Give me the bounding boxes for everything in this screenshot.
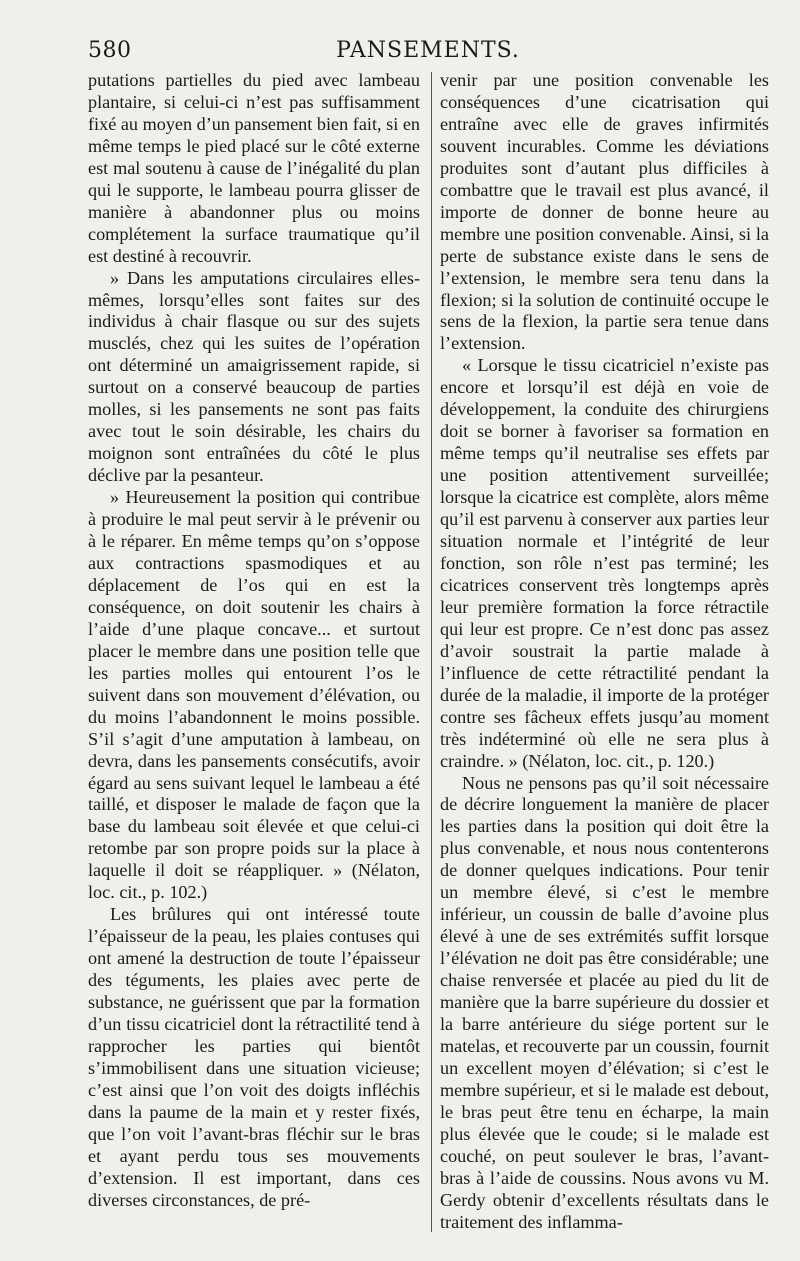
running-title: PANSEMENTS. <box>336 38 520 63</box>
paragraph: « Lorsque le tissu cicatriciel n’existe pas encore et lorsqu’il est déjà en voie de développement, la conduite des chirurgiens doit se borner à favoriser sa formation en même temps qu’il neutralise ses effets par une position attentivement surveillée; lorsque la cicatrice est complète, alors même qu’il est parvenu à conserver aux parties leur situation normale et l’intégrité de leur fonction, son rôle n’est pas terminé; les cicatrices conservent très longtemps après leur première formation la force rétractile qui leur est propre. Ce n’est donc pas assez d’avoir soustrait la partie malade à l’influence de cette rétractilité pendant la durée de la maladie, il importe de la protéger contre ses fâcheux effets jusqu’au moment très indéterminé où elle ne sera plus à craindre. » (Nélaton, loc. cit., p. 120.) <box>440 355 769 771</box>
right-column <box>440 70 769 1234</box>
page-number: 580 <box>88 38 132 63</box>
paragraph: venir par une position convenable les conséquences d’une cicatrisation qui entraîne avec elle de graves infirmités souvent incurables. Comme les déviations produites sont d’autant plus difficiles à combattre que le travail est plus avancé, il importe de donner de bonne heure au membre une position convenable. Ainsi, si la perte de substance existe dans le sens de l’extension, le membre sera tenu dans la flexion; si la solution de continuité occupe le sens de la flexion, la partie sera tenue dans l’extension. <box>440 70 769 354</box>
paragraph: » Heureusement la position qui contribue à produire le mal peut servir à le prévenir ou à le réparer. En même temps qu’on s’oppose aux contractions spasmodiques et au déplacement de l’os qui en est la conséquence, on doit soutenir les chairs à l’aide d’une plaque concave... et surtout placer le membre dans une position telle que les parties molles qui entourent l’os le suivent dans son mouvement d’élévation, ou du moins l’abandonnent le moins possible. S’il s’agit d’une amputation à lambeau, on devra, dans les pansements consécutifs, avoir égard au sens suivant lequel le lambeau a été taillé, et disposer le malade de façon que la base du lambeau soit élevée et que celui-ci retombe par son propre poids sur la place à laquelle il doit se réappliquer. » (Nélaton, loc. cit., p. 102.) <box>88 487 420 903</box>
left-column <box>88 70 420 1212</box>
paragraph: putations partielles du pied avec lambeau plantaire, si celui-ci n’est pas suffisamment fixé au moyen d’un pansement bien fait, si en même temps le pied placé sur le côté externe est mal soutenu à cause de l’inégalité du plan qui le supporte, le lambeau pourra glisser de manière à abandonner plus ou moins complétement la surface traumatique qu’il est destiné à recouvrir. <box>88 70 420 266</box>
paragraph: » Dans les amputations circulaires elles-mêmes, lorsqu’elles sont faites sur des individus à chair flasque ou sur des sujets musclés, chez qui les suites de l’opération ont déterminé un amaigrissement rapide, si surtout on a conservé beaucoup de parties molles, si les pansements ne sont pas faits avec tout le soin désirable, les chairs du moignon sont entraînées du côté le plus déclive par la pesanteur. <box>88 267 420 486</box>
paragraph: Nous ne pensons pas qu’il soit nécessaire de décrire longuement la manière de placer les parties dans la position qui doit être la plus convenable, et nous nous contenterons de donner quelques indications. Pour tenir un membre élevé, si c’est le membre inférieur, un coussin de balle d’avoine plus élevé à une de ses extrémités suffit lorsque l’élévation ne doit pas être considérable; une chaise renversée et placée au pied du lit de manière que la barre supérieure du dossier et la barre antérieure du siége portent sur le matelas, et recouverte par un coussin, fournit un excellent moyen d’élévation; si c’est le membre supérieur, et si le malade est debout, le bras peut être tenu en écharpe, la main plus élevée que le coude; si le malade est couché, on peut soulever le bras, l’avant-bras à l’aide de coussins. Nous avons vu M. Gerdy obtenir d’excellents résultats dans le traitement des inflamma- <box>440 772 769 1232</box>
paragraph: Les brûlures qui ont intéressé toute l’épaisseur de la peau, les plaies contuses qui ont amené la destruction de toute l’épaisseur des téguments, les plaies avec perte de substance, ne guérissent que par la formation d’un tissu cicatriciel dont la rétractilité tend à rapprocher les parties qui bientôt s’immobilisent dans une situation vicieuse; c’est ainsi que l’on voit des doigts infléchis dans la paume de la main et y rester fixés, que l’on voit l’avant-bras fléchir sur le bras et ayant perdu tous ses mouvements d’extension. Il est important, dans ces diverses circonstances, de pré- <box>88 904 420 1210</box>
column-divider <box>431 72 432 1232</box>
page-header <box>88 38 768 68</box>
